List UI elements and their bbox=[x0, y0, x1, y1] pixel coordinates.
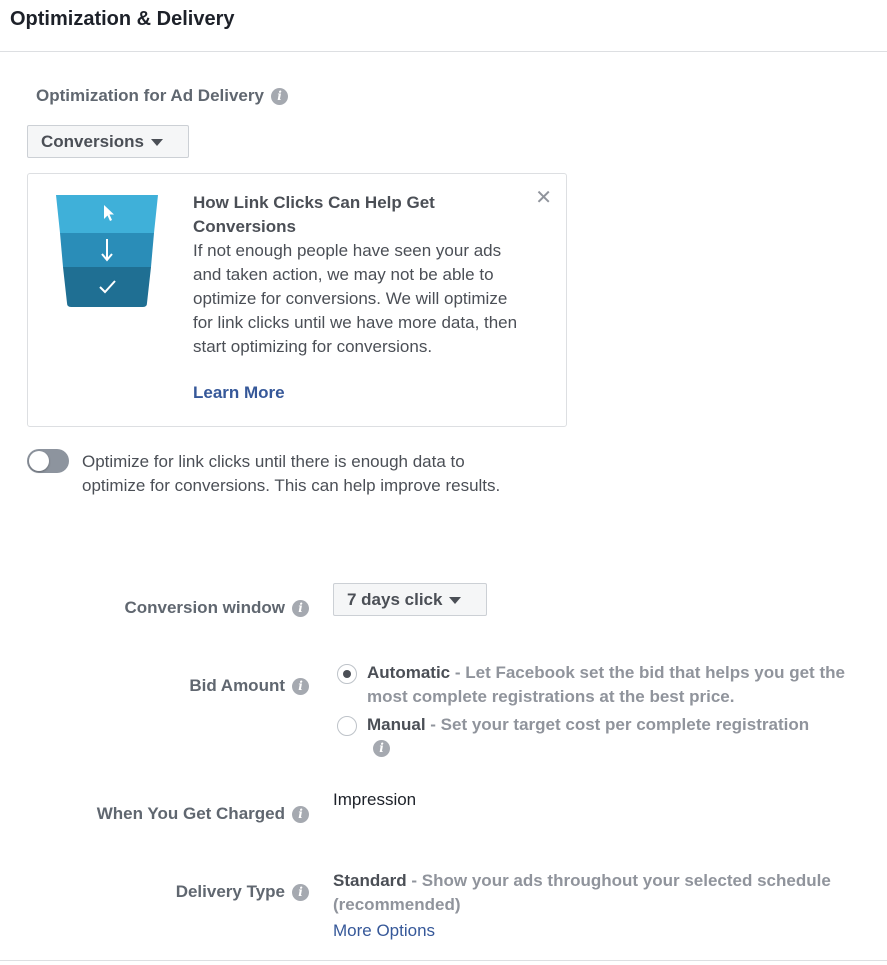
caret-down-icon bbox=[151, 139, 163, 146]
learn-more-link[interactable]: Learn More bbox=[193, 383, 285, 402]
link-clicks-tip-card bbox=[27, 173, 567, 427]
delivery-type-label-text: Delivery Type bbox=[175, 882, 285, 901]
section-header bbox=[0, 0, 887, 52]
bid-manual-description: - Set your target cost per complete registration bbox=[425, 715, 810, 734]
close-icon[interactable]: ✕ bbox=[535, 187, 552, 209]
toggle-label: Optimize for link clicks until there is enough data to optimize for conversions. This can help improve results. bbox=[82, 452, 501, 495]
tip-title: How Link Clicks Can Help Get Conversions bbox=[193, 193, 435, 236]
info-icon[interactable]: i bbox=[292, 600, 309, 617]
bid-automatic-option[interactable] bbox=[367, 661, 857, 709]
tip-body: If not enough people have seen your ads and taken action, we may not be able to optimize for conversions. We will optimize for link clicks until we have more data, then start optimizing for conversions. bbox=[193, 241, 518, 356]
info-icon[interactable]: i bbox=[373, 740, 390, 757]
bid-amount-label-text: Bid Amount bbox=[189, 676, 285, 695]
delivery-type-value bbox=[333, 869, 833, 917]
info-icon[interactable]: i bbox=[292, 884, 309, 901]
optimization-dropdown[interactable] bbox=[27, 125, 189, 158]
charged-value: Impression bbox=[333, 790, 417, 809]
delivery-type-name: Standard bbox=[333, 871, 407, 890]
bid-manual-name: Manual bbox=[367, 715, 426, 734]
optimization-dropdown-value: Conversions bbox=[41, 131, 144, 151]
conversion-window-label bbox=[124, 598, 309, 618]
section-title: Optimization & Delivery bbox=[10, 8, 235, 30]
funnel-illustration bbox=[54, 193, 160, 309]
delivery-type-description: - Show your ads throughout your selected schedule (recommended) bbox=[333, 871, 831, 914]
bid-manual-radio[interactable] bbox=[337, 716, 357, 736]
optimization-label bbox=[36, 86, 288, 106]
bid-automatic-radio[interactable] bbox=[337, 664, 357, 684]
charged-label-text: When You Get Charged bbox=[96, 804, 285, 823]
info-icon[interactable]: i bbox=[271, 88, 288, 105]
info-icon[interactable]: i bbox=[292, 806, 309, 823]
bottom-divider bbox=[0, 960, 887, 961]
bid-automatic-name: Automatic bbox=[367, 663, 451, 682]
bid-automatic-description: - Let Facebook set the bid that helps you get the most complete registrations at the best price. bbox=[367, 663, 845, 706]
more-options-link[interactable]: More Options bbox=[333, 921, 436, 940]
delivery-type-label bbox=[176, 882, 309, 902]
charged-label bbox=[97, 804, 309, 824]
conversion-window-value: 7 days click bbox=[347, 589, 443, 609]
bid-manual-option[interactable] bbox=[367, 713, 867, 737]
info-icon[interactable]: i bbox=[292, 678, 309, 695]
toggle-knob bbox=[29, 451, 49, 471]
optimization-label-text: Optimization for Ad Delivery bbox=[36, 86, 264, 105]
link-clicks-toggle[interactable] bbox=[27, 449, 69, 473]
bid-amount-label bbox=[189, 676, 309, 696]
caret-down-icon bbox=[449, 597, 461, 604]
conversion-window-label-text: Conversion window bbox=[124, 598, 285, 617]
conversion-window-dropdown[interactable] bbox=[333, 583, 487, 616]
